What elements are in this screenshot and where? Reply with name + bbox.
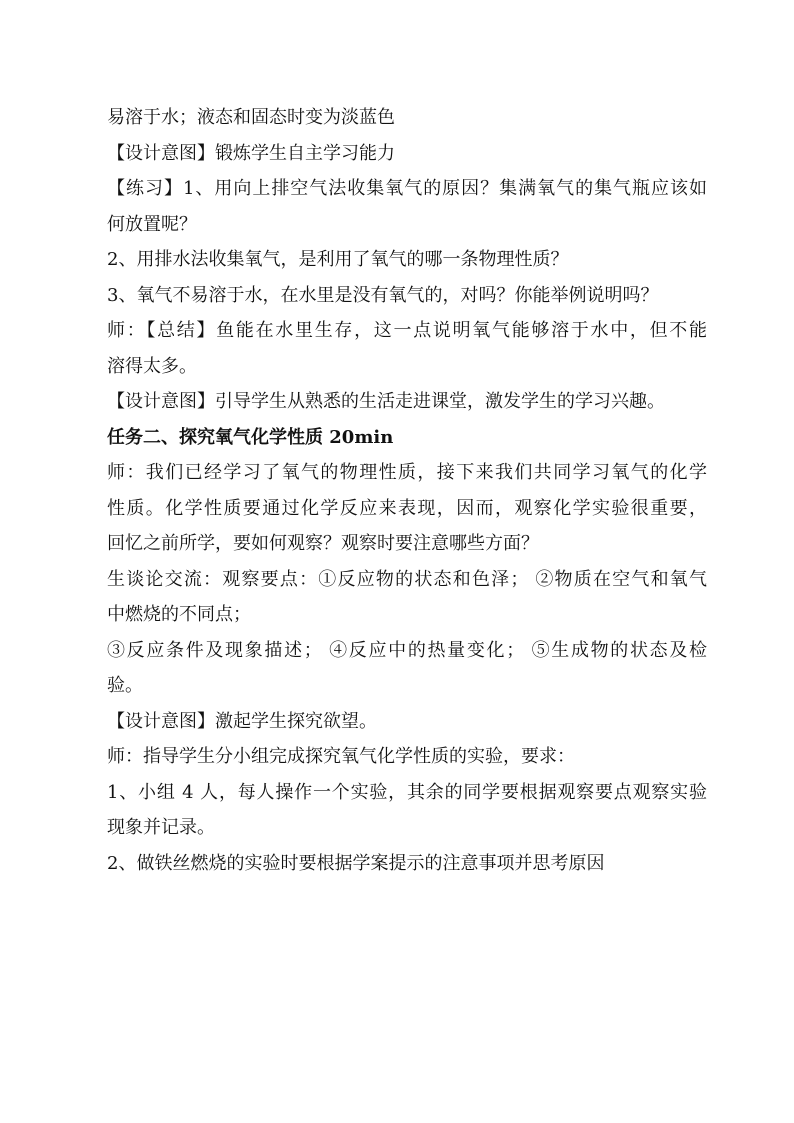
text-line: 何放置呢？	[107, 213, 197, 235]
teacher-line: 师：指导学生分小组完成探究氧气化学性质的实验，要求：	[107, 746, 575, 767]
text-line: 性质。化学性质要通过化学反应来表现，因而，观察化学实验很重要，	[107, 497, 707, 519]
design-intent-line: 【设计意图】锻炼学生自主学习能力	[107, 142, 395, 164]
text-line: 易溶于水；液态和固态时变为淡蓝色	[107, 107, 395, 128]
text-line: 现象并记录。	[107, 817, 215, 838]
text-line: 中燃烧的不同点；	[107, 604, 251, 625]
exercise-item: 3、氧气不易溶于水，在水里是没有氧气的，对吗？你能举例说明吗？	[107, 284, 659, 306]
text-line: 溶得太多。	[107, 355, 197, 377]
exercise-line: 【练习】1、用向上排空气法收集氧气的原因？集满氧气的集气瓶应该如	[107, 178, 707, 199]
student-discussion-line: 生谈论交流：观察要点：①反应物的状态和色泽； ②物质在空气和氧气	[107, 568, 707, 590]
observation-points-line: ③反应条件及现象描述； ④反应中的热量变化； ⑤生成物的状态及检	[107, 639, 707, 661]
exercise-item: 2、用排水法收集氧气，是利用了氧气的哪一条物理性质？	[107, 249, 569, 270]
document-body	[107, 100, 707, 881]
text-line: 验。	[107, 675, 143, 696]
teacher-line: 师：我们已经学习了氧气的物理性质，接下来我们共同学习氧气的化学	[107, 462, 707, 483]
requirement-item: 2、做铁丝燃烧的实验时要根据学案提示的注意事项并思考原因	[107, 852, 605, 874]
design-intent-line: 【设计意图】激起学生探究欲望。	[107, 710, 377, 732]
requirement-item: 1、小组 4 人，每人操作一个实验，其余的同学要根据观察要点观察实验	[107, 781, 707, 803]
design-intent-line: 【设计意图】引导学生从熟悉的生活走进课堂，激发学生的学习兴趣。	[107, 391, 665, 412]
text-line: 回忆之前所学，要如何观察？观察时要注意哪些方面？	[107, 533, 539, 554]
teacher-summary-line: 师：【总结】鱼能在水里生存，这一点说明氧气能够溶于水中，但不能	[107, 320, 707, 341]
section-heading: 任务二、探究氧气化学性质 20min	[107, 426, 394, 448]
